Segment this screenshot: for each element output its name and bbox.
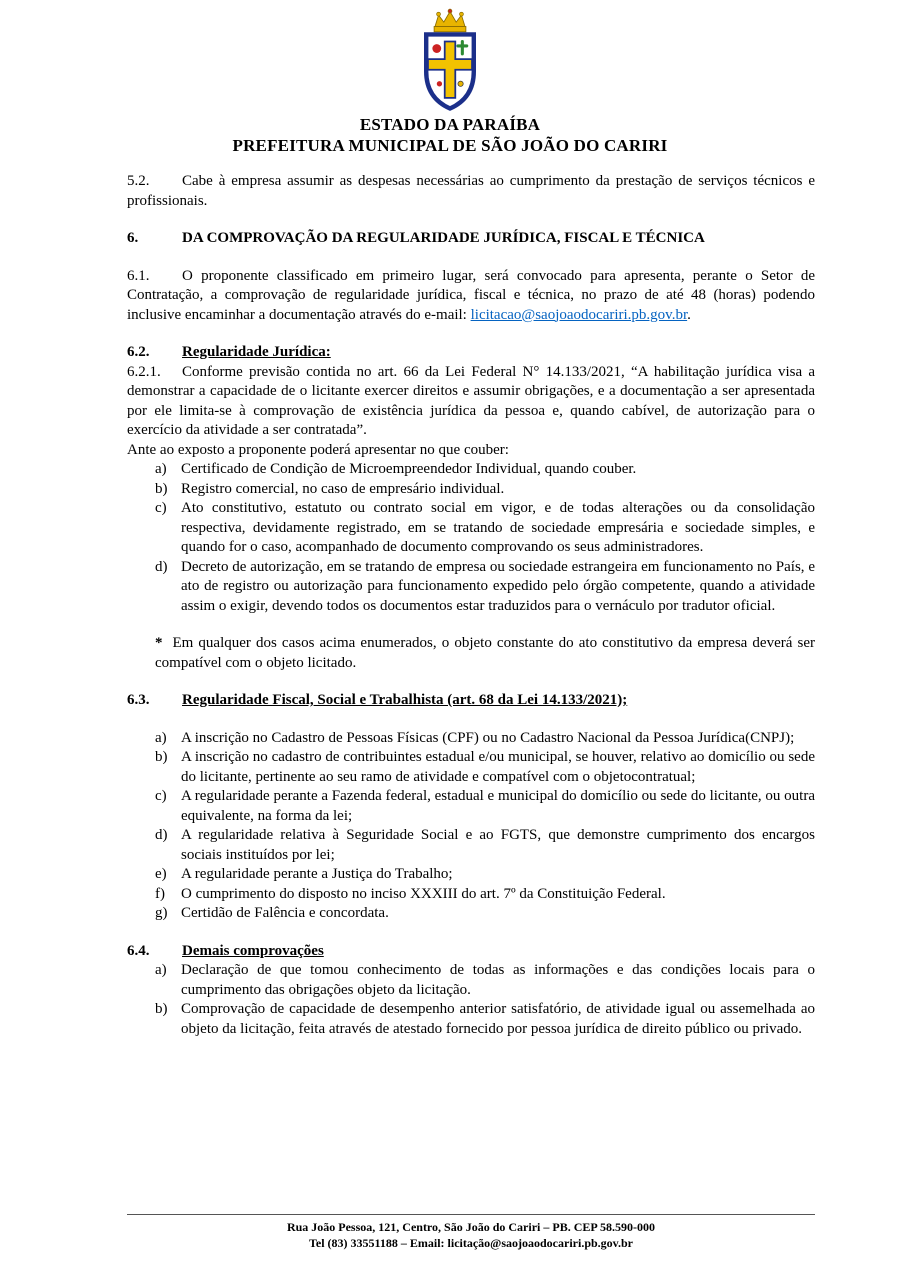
clause-5-2 [127, 172, 815, 211]
email-link[interactable]: licitacao@saojoaodocariri.pb.gov.br [470, 306, 688, 323]
note-paragraph [155, 634, 815, 673]
header-state-title: ESTADO DA PARAÍBA [359, 115, 541, 134]
coat-of-arms [418, 8, 482, 112]
section-number: 6. [127, 230, 139, 246]
footer-contact: Tel (83) 33551188 – Email: licitação@saojoaodocariri.pb.gov.br [308, 1236, 634, 1250]
note-marker: * [155, 635, 163, 651]
list-fiscal [127, 729, 815, 924]
section-title: Demais comprovações [182, 942, 324, 959]
heading-6-2 [127, 343, 815, 363]
list-item [127, 826, 815, 865]
heading-6-3 [127, 691, 815, 711]
list-marker: c) [155, 788, 167, 804]
list-item [127, 558, 815, 617]
section-number: 6.4. [127, 942, 150, 959]
note-text: Em qualquer dos casos acima enumerados, o objeto constante do ato constitutivo da empresa deverá ser compatível com o objeto licitado. [155, 635, 815, 671]
list-item [127, 904, 815, 924]
document-body [127, 172, 815, 1039]
list-marker: b) [155, 480, 168, 497]
clause-text: Cabe à empresa assumir as despesas necessárias ao cumprimento da prestação de serviços técnicos e profissionais. [127, 173, 815, 209]
list-item [127, 748, 815, 787]
clause-text: O proponente classificado em primeiro lugar, será convocado para apresenta, perante o Setor de Contratação, a comprovação de regularidade jurídica, fiscal e técnica, no prazo de até 48 (horas) podendo inclusive encaminhar a documentação através do e-mail: [127, 267, 815, 323]
list-item-text: Certidão de Falência e concordata. [181, 905, 389, 921]
list-item [127, 1000, 815, 1039]
clause-number: 5.2. [127, 173, 150, 189]
list-item-text: Certificado de Condição de Microempreendedor Individual, quando couber. [181, 461, 637, 477]
list-item [127, 499, 815, 558]
document-footer [127, 1214, 815, 1251]
list-marker: f) [155, 885, 165, 902]
list-marker: d) [155, 827, 168, 843]
list-marker: a) [155, 461, 167, 477]
heading-6-4 [127, 942, 815, 962]
section-6-heading [127, 229, 815, 249]
list-item-text: A regularidade perante a Fazenda federal, estadual e municipal do domicílio ou sede do licitante, ou outra equivalente, na forma da lei; [181, 788, 815, 824]
list-item-text: A regularidade relativa à Seguridade Social e ao FGTS, que demonstre cumprimento dos encargos sociais instituídos por lei; [181, 827, 815, 863]
clause-number: 6.1. [127, 267, 150, 284]
list-marker: a) [155, 962, 167, 978]
list-item-text: A inscrição no cadastro de contribuintes estadual e/ou municipal, se houver, relativo ao domicílio ou sede do licitante, pertinente ao seu ramo de atividade e compatível com o objetocontratual; [181, 749, 815, 785]
section-title: DA COMPROVAÇÃO DA REGULARIDADE JURÍDICA, FISCAL E TÉCNICA [182, 230, 705, 246]
list-item [127, 787, 815, 826]
list-item-text: Comprovação de capacidade de desempenho anterior satisfatório, de atividade igual ou assemelhada ao objeto da licitação, feita através de atestado fornecido por pessoa jurídica de direito público ou privado. [181, 1001, 815, 1037]
clause-text: Conforme previsão contida no art. 66 da Lei Federal N° 14.133/2021, “A habilitação jurídica visa a demonstrar a capacidade de o licitante exercer direitos e assumir obrigações, e a documentação a ser apresentada por ele limita-se à comprovação de existência jurídica da pessoa e, quando cabível, de autorização para o exercício da atividade a ser contratada”. [127, 363, 815, 438]
list-marker: b) [155, 1001, 168, 1017]
section-number: 6.2. [127, 344, 150, 360]
list-juridica [127, 460, 815, 616]
list-marker: e) [155, 866, 167, 882]
footer-address: Rua João Pessoa, 121, Centro, São João do Cariri – PB. CEP 58.590-000 [286, 1220, 656, 1234]
list-demais [127, 961, 815, 1039]
list-marker: b) [155, 749, 168, 765]
list-item [127, 961, 815, 1000]
list-item [127, 460, 815, 480]
intro-line: Ante ao exposto a proponente poderá apresentar no que couber: [127, 441, 509, 458]
document-header [0, 0, 900, 156]
clause-6-2-1 [127, 363, 815, 441]
clause-text-end: . [687, 306, 691, 323]
list-marker: c) [155, 500, 167, 516]
list-marker: g) [155, 905, 168, 921]
section-title: Regularidade Fiscal, Social e Trabalhista (art. 68 da Lei 14.133/2021); [182, 692, 628, 708]
list-item-text: Registro comercial, no caso de empresário individual. [181, 480, 505, 497]
list-item-text: Declaração de que tomou conhecimento de todas as informações e das condições locais para o cumprimento das obrigações objeto da licitação. [181, 962, 815, 998]
clause-6-1 [127, 267, 815, 326]
list-item [127, 865, 815, 885]
list-item [127, 480, 815, 500]
list-item-text: Ato constitutivo, estatuto ou contrato social em vigor, e de todas alterações ou da consolidação respectiva, devidamente registrado, em se tratando de sociedade empresária e sociedade simples, e quando for o caso, acompanhado de documento comprovando os seus administradores. [181, 500, 815, 555]
section-number: 6.3. [127, 692, 150, 708]
list-item [127, 885, 815, 905]
header-municipality-title: PREFEITURA MUNICIPAL DE SÃO JOÃO DO CARIRI [232, 136, 668, 155]
section-title: Regularidade Jurídica: [182, 344, 331, 360]
list-item [127, 729, 815, 749]
list-marker: d) [155, 558, 168, 575]
list-marker: a) [155, 729, 167, 746]
list-item-text: Decreto de autorização, em se tratando de empresa ou sociedade estrangeira em funcionamento no País, e ato de registro ou autorização para funcionamento expedido pelo órgão competente, quando a atividade assim o exigir, devendo todos os documentos estar traduzidos para o vernáculo por tradutor oficial. [181, 558, 815, 614]
list-item-text: A inscrição no Cadastro de Pessoas Físicas (CPF) ou no Cadastro Nacional da Pessoa Jurídica(CNPJ); [181, 729, 795, 746]
clause-number: 6.2.1. [127, 363, 161, 380]
list-item-text: O cumprimento do disposto no inciso XXXIII do art. 7º da Constituição Federal. [181, 885, 666, 902]
list-item-text: A regularidade perante a Justiça do Trabalho; [181, 866, 453, 882]
